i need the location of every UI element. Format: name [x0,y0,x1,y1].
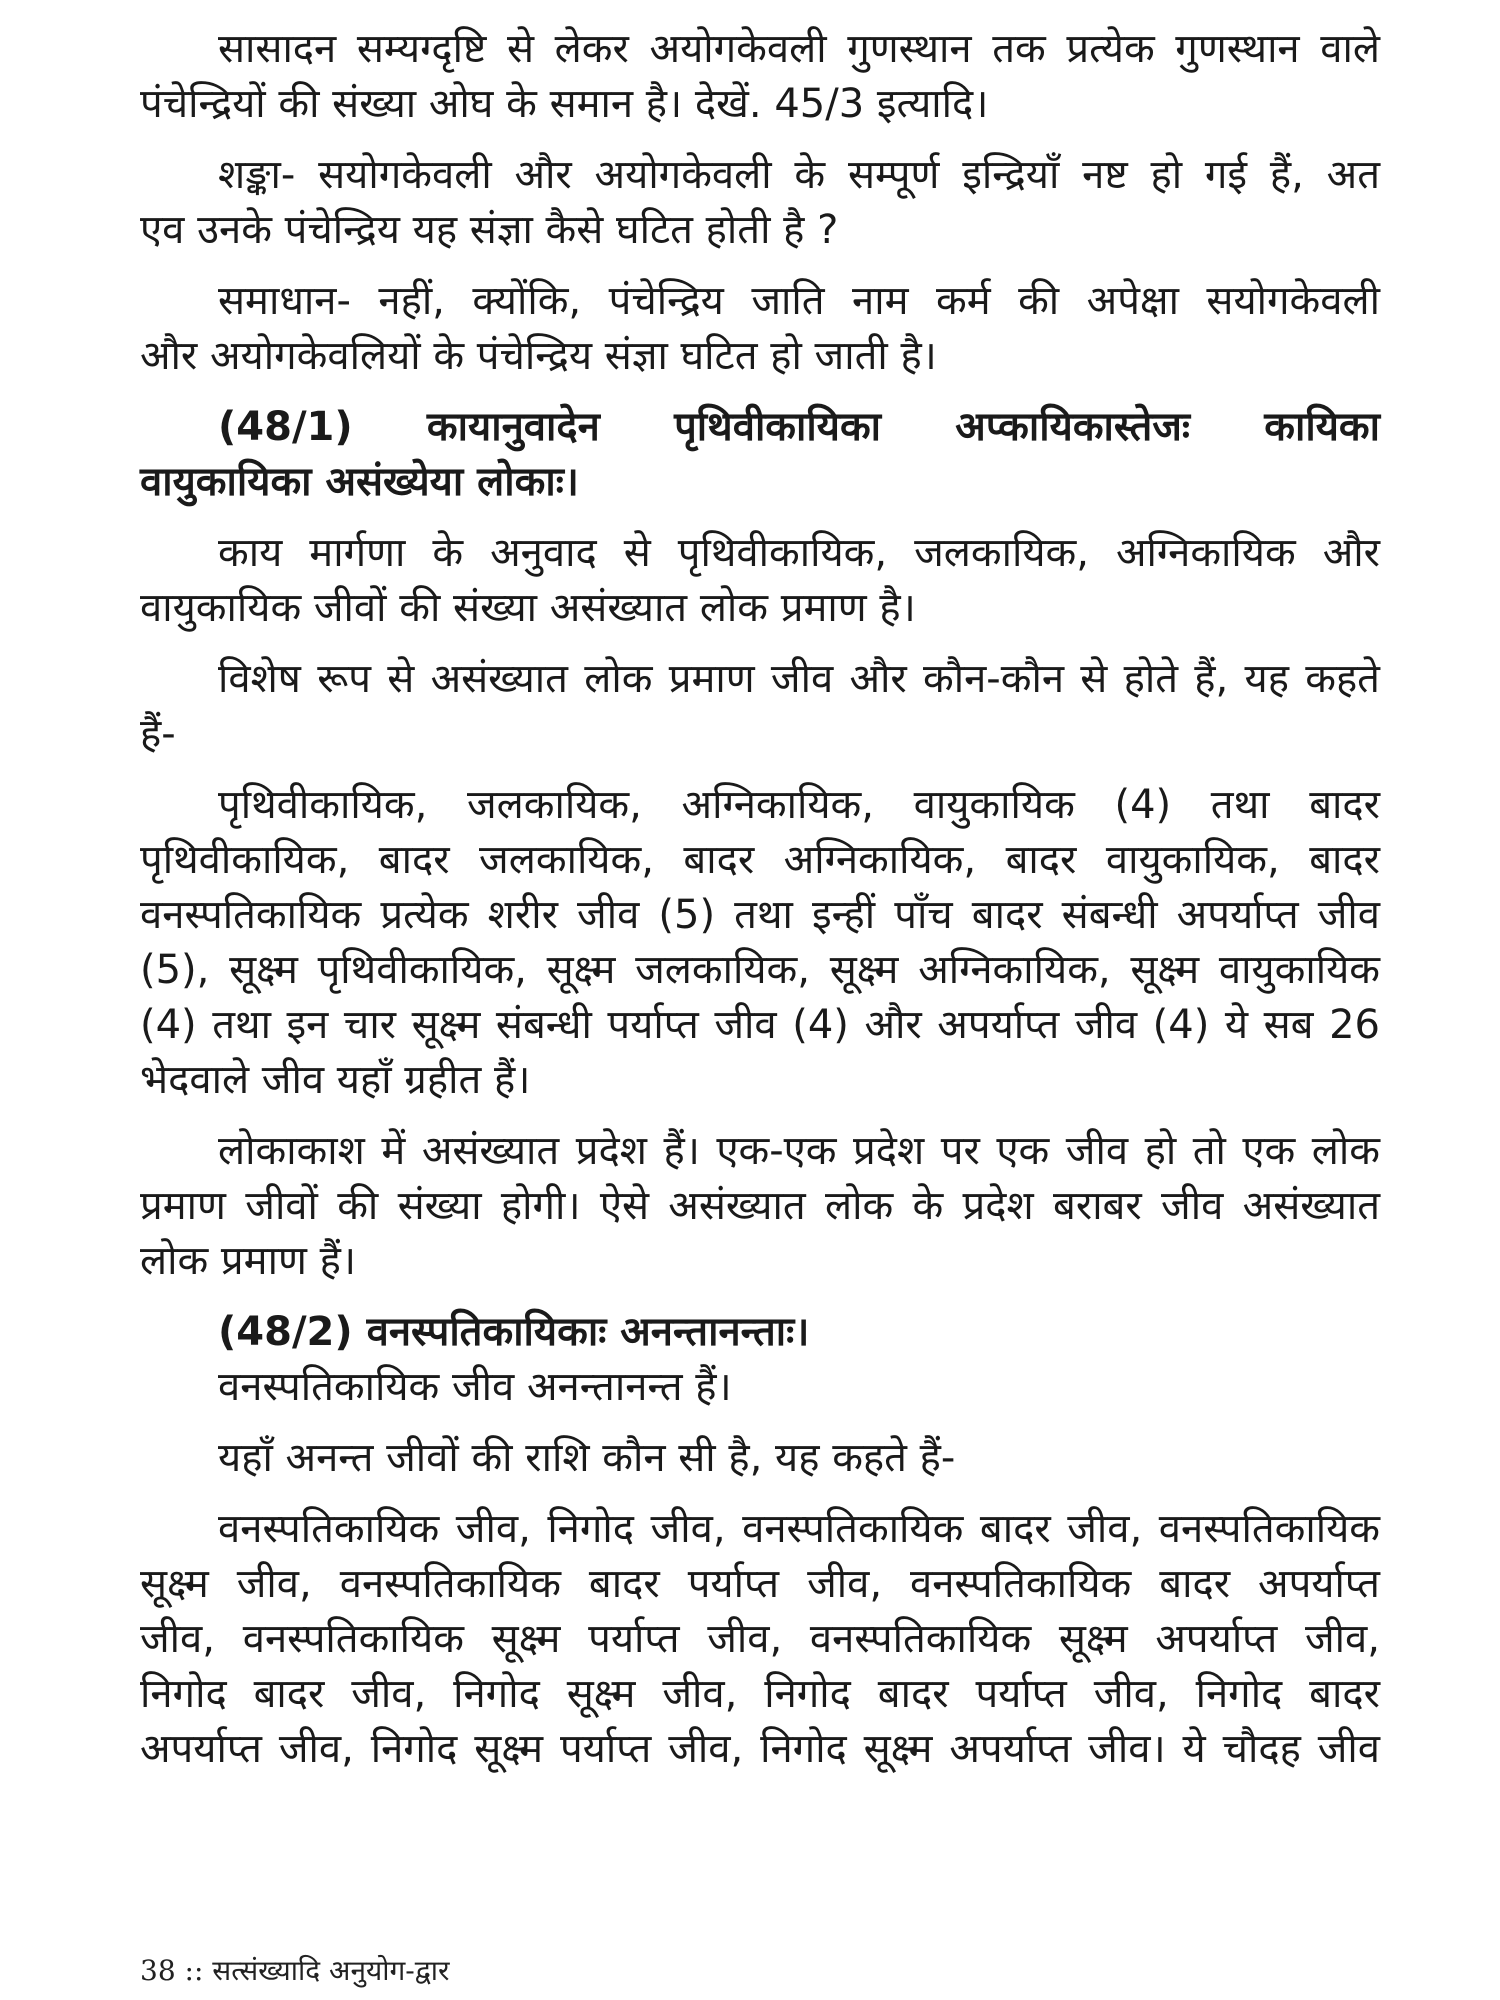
text-line: सासादन सम्यग्दृष्टि से लेकर अयोगकेवली गुणस्थान तक प्रत्येक गुणस्थान वाले [218,26,1380,72]
objection-line: शङ्का- सयोगकेवली और अयोगकेवली के सम्पूर्ण इन्द्रियाँ नष्ट हो गई हैं, अत [218,152,1380,198]
text-line: वनस्पतिकायिक जीव, निगोद जीव, वनस्पतिकायिक बादर जीव, वनस्पतिकायिक [218,1506,1380,1552]
sutra-heading: (48/2) वनस्पतिकायिकाः अनन्तानन्ताः। [218,1309,810,1355]
text-line: हैं- [140,711,176,757]
text-line: भेदवाले जीव यहाँ ग्रहीत हैं। [140,1057,531,1103]
text-line: वनस्पतिकायिक प्रत्येक शरीर जीव (5) तथा इन्हीं पाँच बादर संबन्धी अपर्याप्त जीव [140,892,1380,938]
text-line: प्रमाण जीवों की संख्या होगी। ऐसे असंख्यात लोक के प्रदेश बराबर जीव असंख्यात [140,1183,1380,1229]
text-line: और अयोगकेवलियों के पंचेन्द्रिय संज्ञा घटित हो जाती है। [140,333,937,379]
page-footer: 38 :: सत्संख्यादि अनुयोग-द्वार [140,1954,450,1987]
answer-line: समाधान- नहीं, क्योंकि, पंचेन्द्रिय जाति नाम कर्म की अपेक्षा सयोगकेवली [218,278,1380,324]
text-line: (5), सूक्ष्म पृथिवीकायिक, सूक्ष्म जलकायिक, सूक्ष्म अग्निकायिक, सूक्ष्म वायुकायिक [140,947,1380,993]
text-line: लोक प्रमाण हैं। [140,1238,356,1284]
sutra-heading: वायुकायिका असंख्येया लोकाः। [140,459,579,505]
text-line: अपर्याप्त जीव, निगोद सूक्ष्म पर्याप्त जीव, निगोद सूक्ष्म अपर्याप्त जीव। ये चौदह जीव [140,1726,1380,1772]
text-line: लोकाकाश में असंख्यात प्रदेश हैं। एक-एक प्रदेश पर एक जीव हो तो एक लोक [218,1128,1380,1174]
text-line: एव उनके पंचेन्द्रिय यह संज्ञा कैसे घटित होती है ? [140,207,839,253]
text-line: (4) तथा इन चार सूक्ष्म संबन्धी पर्याप्त जीव (4) और अपर्याप्त जीव (4) ये सब 26 [140,1002,1380,1048]
text-line: पृथिवीकायिक, जलकायिक, अग्निकायिक, वायुकायिक (4) तथा बादर [218,782,1380,828]
text-line: निगोद बादर जीव, निगोद सूक्ष्म जीव, निगोद बादर पर्याप्त जीव, निगोद बादर [140,1671,1380,1717]
text-line: विशेष रूप से असंख्यात लोक प्रमाण जीव और कौन-कौन से होते हैं, यह कहते [218,656,1380,702]
text-line: पृथिवीकायिक, बादर जलकायिक, बादर अग्निकायिक, बादर वायुकायिक, बादर [140,837,1380,883]
text-line: सूक्ष्म जीव, वनस्पतिकायिक बादर पर्याप्त जीव, वनस्पतिकायिक बादर अपर्याप्त [140,1561,1380,1607]
page-body [140,22,1380,1777]
text-line: वनस्पतिकायिक जीव अनन्तानन्त हैं। [218,1364,732,1410]
text-line: यहाँ अनन्त जीवों की राशि कौन सी है, यह कहते हैं- [218,1435,956,1481]
text-line: काय मार्गणा के अनुवाद से पृथिवीकायिक, जलकायिक, अग्निकायिक और [218,530,1380,576]
text-line: वायुकायिक जीवों की संख्या असंख्यात लोक प्रमाण है। [140,585,916,631]
text-line: जीव, वनस्पतिकायिक सूक्ष्म पर्याप्त जीव, वनस्पतिकायिक सूक्ष्म अपर्याप्त जीव, [140,1616,1380,1662]
sutra-heading: (48/1) कायानुवादेन पृथिवीकायिका अप्कायिकास्तेजः कायिका [218,404,1380,450]
text-line: पंचेन्द्रियों की संख्या ओघ के समान है। देखें. 45/3 इत्यादि। [140,81,989,127]
